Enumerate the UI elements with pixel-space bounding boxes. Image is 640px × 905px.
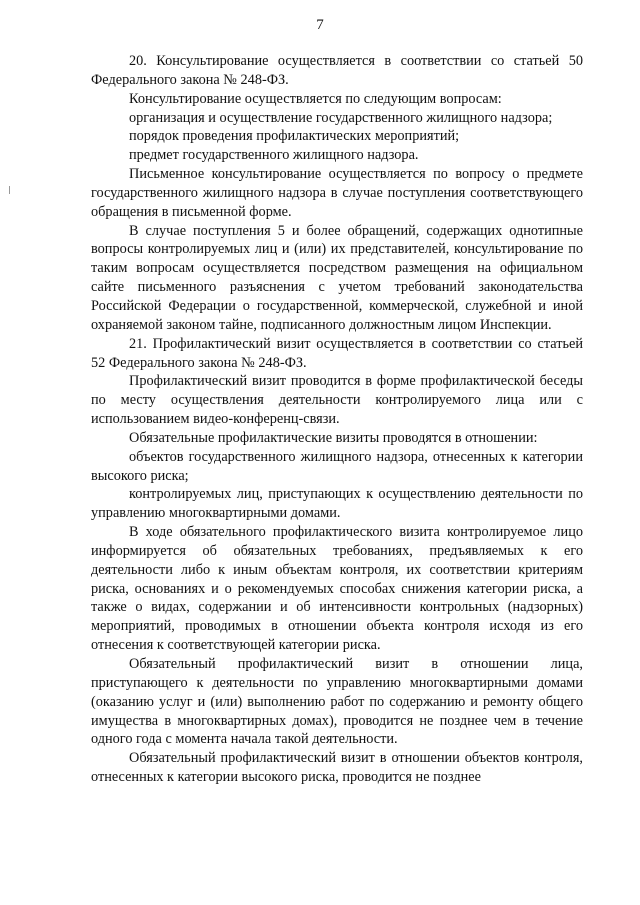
paragraph-topic-organization: организация и осуществление государственного жилищного надзора; — [129, 109, 553, 126]
paragraph-visit-timing-high-risk: Обязательный профилактический визит в отношении объектов контроля, отнесенных к категории высокого риска, проводится не позднее — [91, 750, 583, 786]
paragraph-21-preventive-visit: 21. Профилактический визит осуществляется в соответствии со статьей 52 Федерального закона № 248-ФЗ. — [91, 335, 583, 371]
paragraph-visit-information-content: В ходе обязательного профилактического визита контролируемое лицо информируется об обязательных требованиях, предъявляемых к его деятельности либо к иным объектам контроля, их соответствии критериям риска, основаниях и о рекомендуемых способах снижения категории риска, а также о видах, содержании и об интенсивности контрольных (надзорных) мероприятий, проводимых в отношении объекта контроля исходя из его отнесения к соответствующей категории риска. — [91, 524, 583, 654]
paragraph-topic-procedure: порядок проведения профилактических мероприятий; — [129, 128, 460, 145]
page-number: 7 — [316, 17, 324, 33]
paragraph-topic-subject: предмет государственного жилищного надзора. — [129, 147, 419, 164]
paragraph-consultation-topics-intro: Консультирование осуществляется по следующим вопросам: — [129, 90, 502, 107]
margin-scan-mark — [9, 186, 10, 194]
paragraph-20-consultation-basis: 20. Консультирование осуществляется в соответствии со статьей 50 Федерального закона № 248-ФЗ. — [91, 53, 583, 88]
paragraph-mandatory-visits-intro: Обязательные профилактические визиты проводятся в отношении: — [129, 429, 538, 446]
document-body — [91, 52, 583, 787]
paragraph-multiple-requests: В случае поступления 5 и более обращений, содержащих однотипные вопросы контролируемых лиц и (или) их представителей, консультирование по таким вопросам осуществляется посредством размещения на официальном сайте письменного разъяснения с учетом требований законодательства Российской Федерации о государственной, коммерческой, служебной и иной охраняемой законом тайне, подписанного должностным лицом Инспекции. — [91, 222, 583, 333]
paragraph-written-consultation: Письменное консультирование осуществляется по вопросу о предмете государственного жилищного надзора в случае поступления соответствующего обращения в письменной форме. — [91, 166, 583, 220]
paragraph-visit-timing-new-entity: Обязательный профилактический визит в отношении лица, приступающего к деятельности по управлению многоквартирными домами (оказанию услуг и (или) выполнению работ по содержанию и ремонту общего имущества в многоквартирных домах), проводится не позднее чем в течение одного года с момента начала такой деятельности. — [91, 656, 583, 748]
paragraph-high-risk-objects: объектов государственного жилищного надзора, отнесенных к категории высокого риска; — [91, 448, 583, 484]
paragraph-new-management-entities: контролируемых лиц, приступающих к осуществлению деятельности по управлению многоквартирными домами. — [91, 486, 583, 522]
paragraph-visit-form: Профилактический визит проводится в форме профилактической беседы по месту осуществления деятельности контролируемого лица или с использованием видео-конференц-связи. — [91, 373, 583, 428]
